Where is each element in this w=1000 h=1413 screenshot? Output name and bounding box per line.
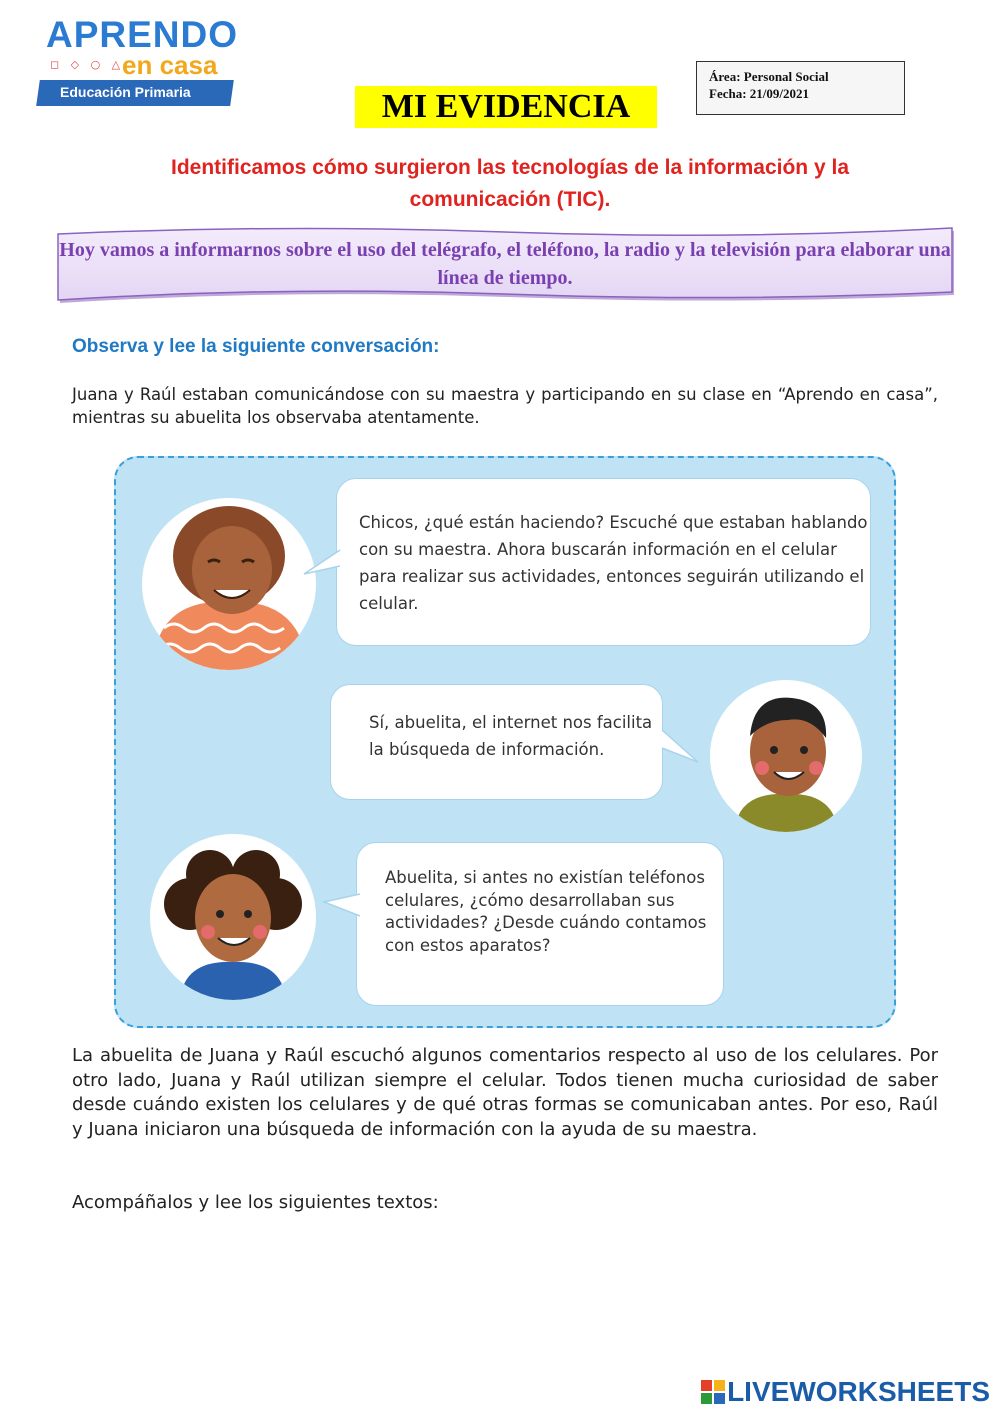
raul-speech: Sí, abuelita, el internet nos facilita la búsqueda de información.	[369, 713, 653, 759]
logo-ribbon-text: Educación Primaria	[60, 84, 191, 100]
bubble-tail-1	[302, 548, 342, 578]
info-box	[696, 61, 905, 115]
grandmother-speech: Chicos, ¿qué están haciendo? Escuché que estaban hablando con su maestra. Ahora buscarán información en el celular para realizar sus actividades, entonces seguirán utilizando el celular.	[359, 513, 868, 613]
intro-paragraph: Juana y Raúl estaban comunicándose con su maestra y participando en su clase en “Aprendo en casa”, mientras su abuelita los observaba atentamente.	[72, 385, 938, 427]
bubble-tail-3	[322, 892, 362, 922]
grandmother-avatar	[142, 498, 316, 670]
page-title: MI EVIDENCIA	[355, 86, 657, 128]
subtitle: Identificamos cómo surgieron las tecnologías de la información y la comunicación (TIC).	[171, 156, 849, 211]
liveworksheets-logo-icon	[701, 1380, 725, 1404]
dialogue-panel	[114, 456, 896, 1028]
logo-line2: en casa	[122, 50, 218, 80]
body-paragraph: La abuelita de Juana y Raúl escuchó algunos comentarios respecto al uso de los celulares. Por otro lado, Juana y Raúl utilizan siempre el celular. Todos tienen mucha curiosidad de saber desde cuándo existen los celulares y de qué otras formas se comunicaban antes. Por eso, Raúl y Juana iniciaron una búsqueda de información con la ayuda de su maestra.	[72, 1045, 938, 1140]
logo-shapes: ◻ ◇ ○ △	[50, 58, 125, 71]
grandmother-speech-bubble	[336, 478, 871, 646]
liveworksheets-footer	[701, 1376, 990, 1408]
juana-speech: Abuelita, si antes no existían teléfonos celulares, ¿cómo desarrollaban sus actividades? ¿Desde cuándo contamos con estos aparatos?	[385, 868, 707, 955]
footer-brand: LIVEWORKSHEETS	[727, 1376, 990, 1407]
date-label: Fecha: 21/09/2021	[709, 86, 810, 101]
aprendo-en-casa-logo	[38, 14, 238, 114]
bubble-tail-2	[660, 726, 700, 766]
juana-speech-bubble	[356, 842, 724, 1006]
raul-avatar	[710, 680, 862, 832]
raul-speech-bubble	[330, 684, 663, 800]
banner-text: Hoy vamos a informarnos sobre el uso del telégrafo, el teléfono, la radio y la televisión para elaborar una línea de tiempo.	[59, 239, 951, 289]
logo-line1: APRENDO	[46, 14, 239, 55]
area-label: Área: Personal Social	[709, 69, 829, 84]
purpose-banner	[56, 222, 954, 304]
closing-line: Acompáñalos y lee los siguientes textos:	[72, 1192, 439, 1213]
section-heading: Observa y lee la siguiente conversación:	[72, 336, 440, 357]
juana-avatar	[150, 834, 316, 1000]
